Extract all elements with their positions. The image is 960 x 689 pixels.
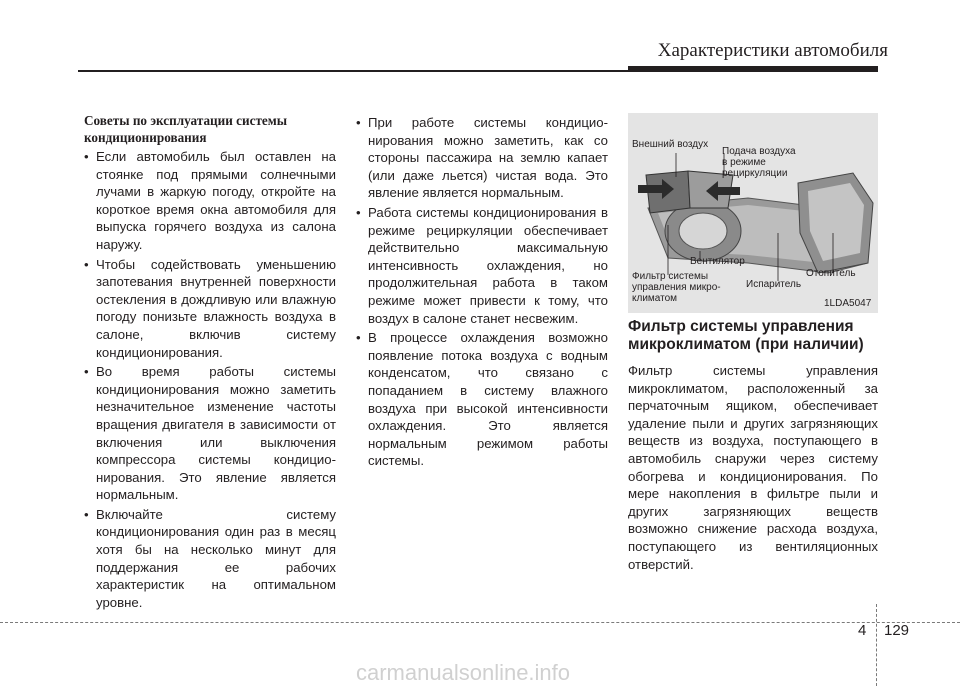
list-item: • Работа системы кондиционирования в режиме рециркуляции обеспечивает действительно максимальную интенсивность охлаждения, но продолжительная работа в таком режиме может привести к тому, что воздух в салоне станет несвежим. xyxy=(356,204,608,327)
label-cabin-filter-line2: управления микро- xyxy=(632,282,721,293)
column-2 xyxy=(356,114,608,472)
list-item: • Если автомобиль был оставлен на стоянке под прямыми солнечными лучами в жаркую погоду, откройте на короткое время окна автомобиля для выпуска горячего воздуха из салона наружу. xyxy=(84,148,336,254)
tips-list-continued xyxy=(356,114,608,470)
label-recirculation-line2: в режиме xyxy=(722,157,766,168)
footer-vertical-rule xyxy=(876,604,877,686)
climate-system-illustration xyxy=(628,113,878,313)
header-rule-bar xyxy=(628,66,878,72)
section-title-line1: Фильтр системы управления xyxy=(628,318,854,335)
label-outside-air: Внешний воздух xyxy=(632,139,709,150)
label-evaporator: Испаритель xyxy=(746,279,802,290)
label-recirculation xyxy=(722,146,796,179)
cabin-filter-paragraph: Фильтр системы управления микроклиматом, расположенный за перчаточным ящиком, обеспечивает удаление пыли и других загрязняющих веществ из воздуха, поступающего в автомобиль снаружи через систему обогрева и кондиционирования. По мере накопления в фильтре пыли и других загрязняющих веществ возможно снижение расхода воздуха, поступающего из вентиляционных отверстий. xyxy=(628,363,878,572)
list-item: • При работе системы кондиционирования можно заметить, как со стороны пассажира на землю капает (или даже льется) чистая вода. Это явление является нормальным. xyxy=(356,114,608,202)
page-number: 129 xyxy=(884,622,910,639)
list-item: • Чтобы содействовать уменьшению запотевания внутренней поверхности остекления в дождливую или влажную погоду понизьте влажность воздуха в салоне, включив систему кондиционирования. xyxy=(84,256,336,362)
column-3 xyxy=(628,318,878,573)
watermark: carmanualsonline.info xyxy=(356,660,571,685)
footer-rule xyxy=(0,622,960,623)
list-item: • Во время работы системы кондиционирования можно заметить незначительное изменение частоты вращения двигателя в зависимости от включения или выключения компрессора системы кондиционирования. Это явление является нормальным. xyxy=(84,363,336,504)
label-recirculation-line1: Подача воздуха xyxy=(722,146,796,157)
tips-title: Советы по эксплуатации системы кондиционирования xyxy=(84,113,288,145)
label-cabin-filter-line1: Фильтр системы xyxy=(632,271,709,282)
figure-code: 1LDA5047 xyxy=(824,298,872,309)
cabin-filter-section-title xyxy=(628,318,878,354)
list-item: • Включайте систему кондиционирования один раз в месяц хотя бы на несколько минут для поддержания ее рабочих характеристик на оптимальном уровне. xyxy=(84,506,336,612)
tips-list xyxy=(84,148,336,611)
label-recirculation-line3: рециркуляции xyxy=(722,168,788,179)
column-1 xyxy=(84,112,336,613)
label-heater: Отопитель xyxy=(806,268,856,279)
label-cabin-filter-line3: климатом xyxy=(632,293,678,304)
list-item: • В процессе охлаждения возможно появление потока воздуха с водным конденсатом, что связано с попаданием в систему влажного воздуха при высокой интенсивности охлаждения. Это является нормальным режимом работы системы. xyxy=(356,329,608,470)
section-title-line2: микроклиматом (при наличии) xyxy=(628,336,864,353)
label-cabin-filter xyxy=(632,271,721,304)
chapter-number: 4 xyxy=(858,622,867,639)
label-blower: Вентилятор xyxy=(690,256,745,267)
page-header-title: Характеристики автомобиля xyxy=(657,40,888,61)
